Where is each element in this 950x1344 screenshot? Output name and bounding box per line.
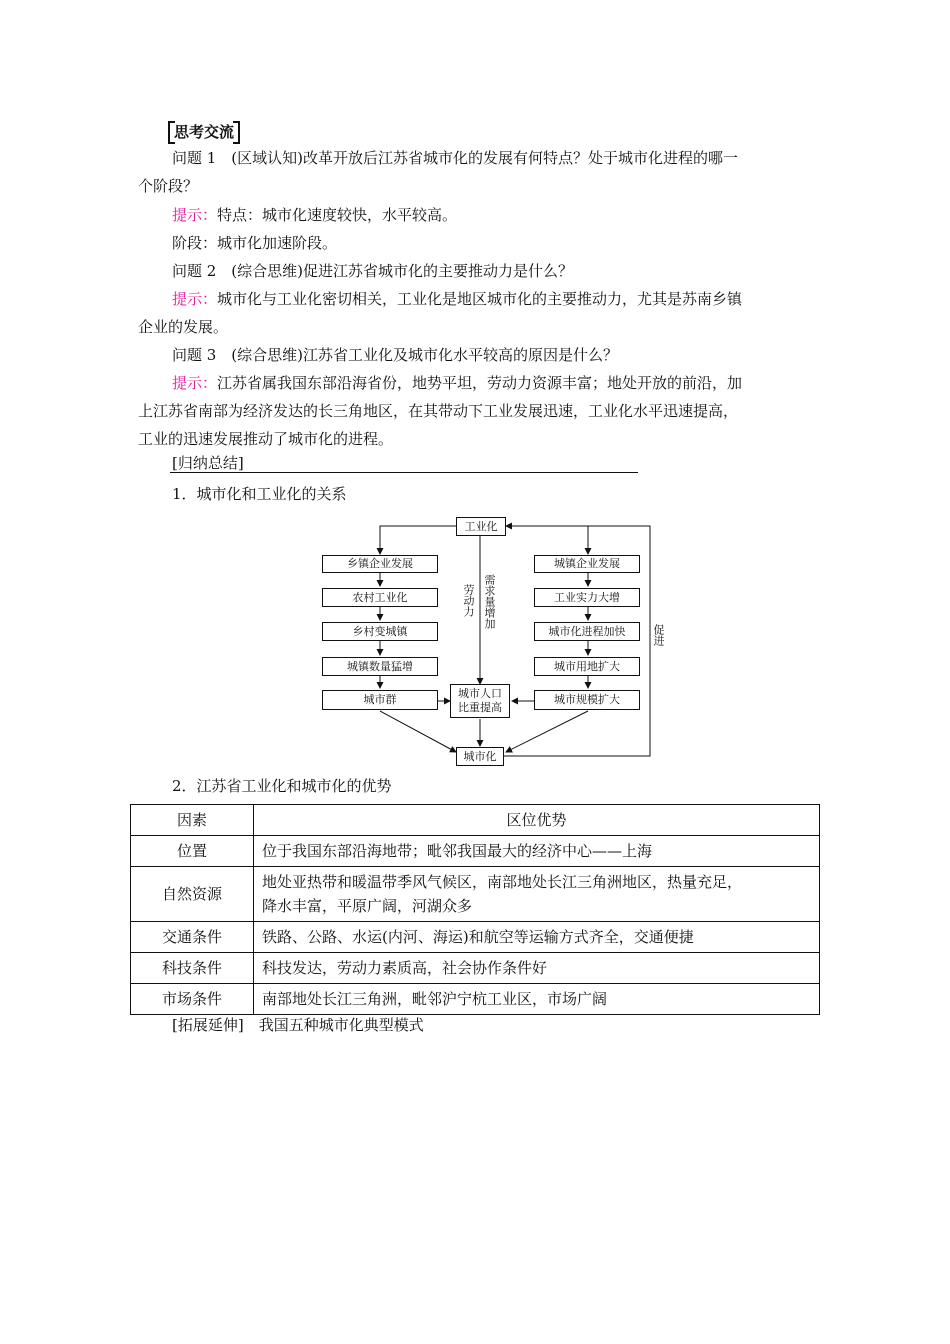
arrow-to-rural-enterprise — [380, 526, 456, 554]
advantage-cell: 位于我国东部沿海地带；毗邻我国最大的经济中心——上海 — [254, 836, 820, 867]
answer-2-line-2: 企业的发展。 — [138, 318, 229, 336]
box-right-3: 城市化进程加快 — [534, 622, 640, 641]
section-tag-think-discuss: 思考交流 — [170, 122, 238, 142]
box-right-1: 城镇企业发展 — [534, 555, 640, 573]
center-line-2: 比重提高 — [458, 701, 502, 714]
summary-underline — [170, 472, 638, 473]
box-left-4: 城镇数量猛增 — [322, 657, 438, 676]
factor-cell: 市场条件 — [131, 984, 254, 1015]
advantage-cell: 科技发达，劳动力素质高，社会协作条件好 — [254, 953, 820, 984]
advantage-cell — [254, 867, 820, 922]
advantage-cell: 南部地处长江三角洲，毗邻沪宁杭工业区，市场广阔 — [254, 984, 820, 1015]
question-1-line-1: 问题 1 (区域认知)改革开放后江苏省城市化的发展有何特点？处于城市化进程的哪一 — [172, 149, 739, 167]
advantage-line-1: 地处亚热带和暖温带季风气候区，南部地处长江三角洲地区，热量充足， — [262, 873, 743, 891]
factor-cell: 位置 — [131, 836, 254, 867]
advantage-line-2: 降水丰富，平原广阔，河湖众多 — [262, 897, 473, 915]
advantage-cell: 铁路、公路、水运(内河、海运)和航空等运输方式齐全，交通便捷 — [254, 922, 820, 953]
label-labor: 劳动力 — [462, 584, 475, 617]
center-line-1: 城市人口 — [458, 687, 502, 700]
summary-heading: [归纳总结] — [172, 454, 244, 472]
answer-1-text: 特点：城市化速度较快，水平较高。 — [217, 206, 458, 224]
hint-label: 提示： — [172, 374, 218, 392]
answer-1-stage: 阶段：城市化加速阶段。 — [172, 234, 338, 252]
hint-label: 提示： — [172, 290, 218, 308]
extension-heading: [拓展延伸] 我国五种城市化典型模式 — [172, 1016, 424, 1034]
factor-cell: 科技条件 — [131, 953, 254, 984]
factor-cell: 自然资源 — [131, 867, 254, 922]
box-urbanization: 城市化 — [456, 747, 504, 766]
label-promote: 促进 — [652, 624, 665, 646]
item-1-title: 1．城市化和工业化的关系 — [172, 485, 347, 503]
hint-label: 提示： — [172, 206, 218, 224]
answer-2-text: 城市化与工业化密切相关，工业化是地区城市化的主要推动力，尤其是苏南乡镇 — [217, 290, 743, 308]
table-row — [131, 922, 820, 953]
answer-1 — [138, 203, 854, 227]
box-right-4: 城市用地扩大 — [534, 657, 640, 676]
arrow-right-to-urbanization — [506, 711, 588, 752]
advantage-table — [130, 804, 820, 1015]
box-left-5: 城市群 — [322, 690, 438, 710]
industrialization-urbanization-diagram — [320, 516, 665, 772]
box-right-5: 城市规模扩大 — [534, 690, 640, 710]
factor-cell: 交通条件 — [131, 922, 254, 953]
label-demand-increase: 需求量增加 — [483, 574, 496, 629]
item-2-title: 2．江苏省工业化和城市化的优势 — [172, 777, 392, 795]
answer-3-text: 江苏省属我国东部沿海省份，地势平坦，劳动力资源丰富；地处开放的前沿，加 — [217, 374, 743, 392]
answer-3-line-1 — [138, 371, 854, 395]
box-urban-population-share — [450, 684, 510, 718]
arrow-to-town-enterprise — [504, 526, 588, 554]
header-factor: 因素 — [131, 805, 254, 836]
question-2: 问题 2 (综合思维)促进江苏省城市化的主要推动力是什么？ — [172, 262, 574, 280]
table-row — [131, 836, 820, 867]
box-left-1: 乡镇企业发展 — [322, 555, 438, 573]
box-left-3: 乡村变城镇 — [322, 622, 438, 641]
question-3: 问题 3 (综合思维)江苏省工业化及城市化水平较高的原因是什么？ — [172, 346, 619, 364]
table-row — [131, 867, 820, 922]
box-right-2: 工业实力大增 — [534, 588, 640, 607]
table-header-row — [131, 805, 820, 836]
box-industrialization: 工业化 — [456, 517, 506, 536]
header-advantage: 区位优势 — [254, 805, 820, 836]
table-row — [131, 984, 820, 1015]
question-1-line-2: 个阶段？ — [138, 177, 199, 195]
answer-3-line-3: 工业的迅速发展推动了城市化的进程。 — [138, 430, 394, 448]
box-left-2: 农村工业化 — [322, 588, 438, 607]
answer-2-line-1 — [138, 287, 854, 311]
table-row — [131, 953, 820, 984]
answer-3-line-2: 上江苏省南部为经济发达的长三角地区，在其带动下工业发展迅速，工业化水平迅速提高， — [138, 402, 739, 420]
arrow-left-to-urbanization — [380, 711, 456, 752]
